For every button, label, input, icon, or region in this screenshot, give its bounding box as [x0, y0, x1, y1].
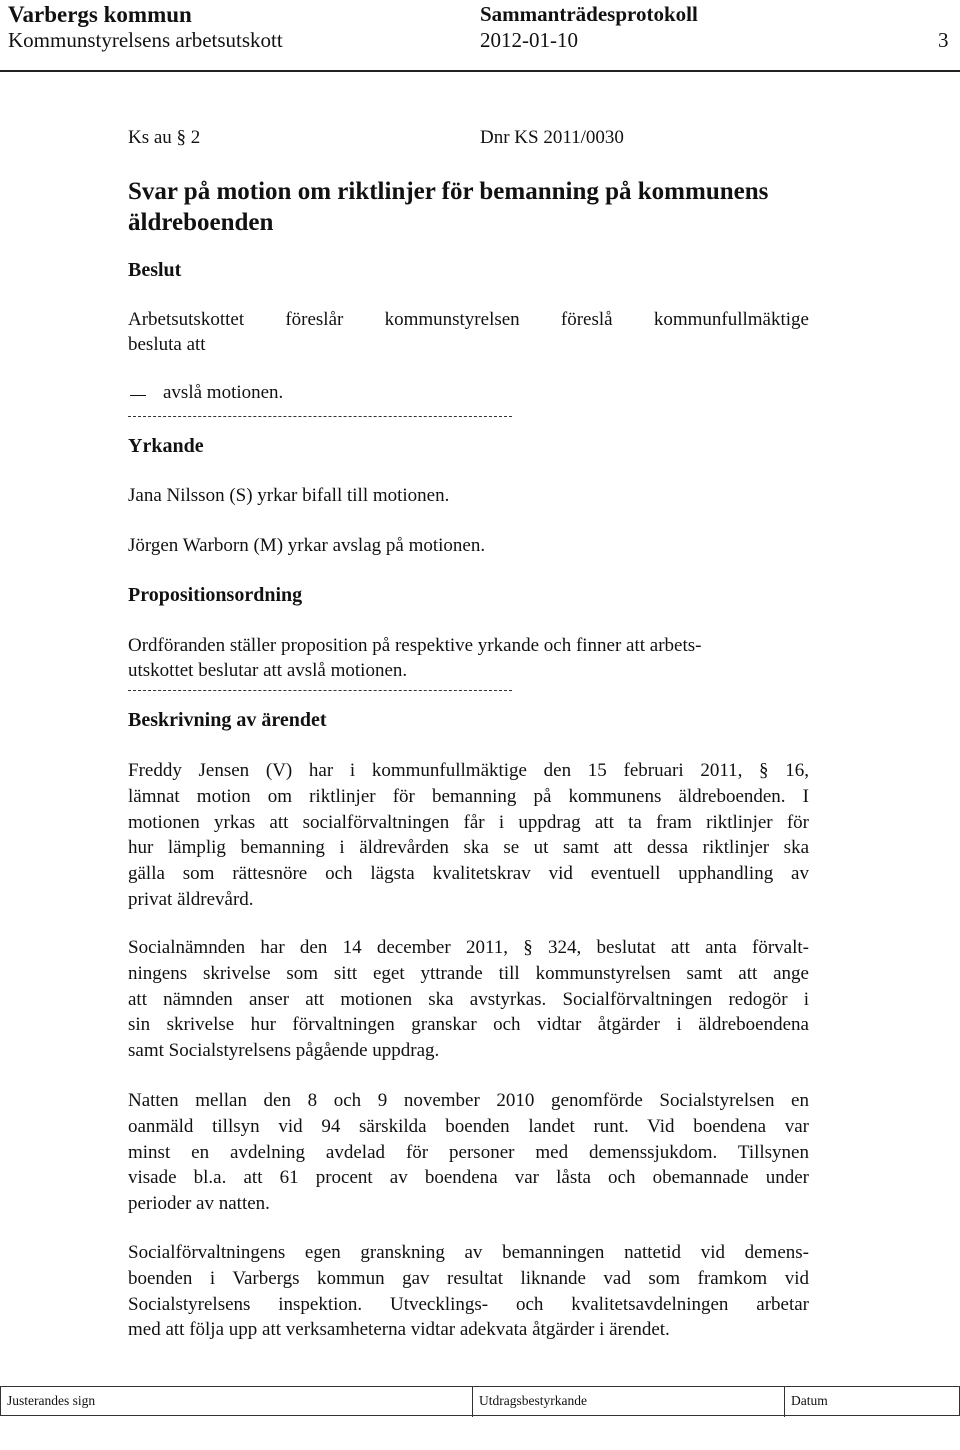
document-title	[128, 176, 828, 238]
text-line: privat äldrevård.	[128, 888, 254, 910]
text-line: Socialstyrelsens inspektion. Utvecklings- och kvalitetsavdelningen arbetar	[128, 1293, 809, 1315]
text-line: Freddy Jensen (V) har i kommunfullmäktige den 15 februari 2011, § 16,	[128, 760, 809, 781]
paragraph-3	[128, 1088, 809, 1217]
text-line: Socialnämnden har den 14 december 2011, § 324, beslutat att anta förvalt-	[128, 937, 809, 958]
paragraph-number: Ks au § 2	[128, 127, 201, 148]
proposition-line: Ordföranden ställer proposition på respektive yrkande och finner att arbets-	[128, 635, 702, 656]
text-line: lämnat motion om riktlinjer för bemanning på kommunens äldreboenden. I	[128, 785, 809, 807]
text-line: med att följa upp att verksamheterna vidtar adekvata åtgärder i ärendet.	[128, 1319, 670, 1341]
beskrivning-heading: Beskrivning av ärendet	[128, 709, 327, 731]
text-line: att nämnden anser att motionen ska avstyrkas. Socialförvaltningen redogör i	[128, 988, 809, 1010]
paragraph-4	[128, 1240, 809, 1343]
beslut-word: kommunfullmäktige	[653, 309, 809, 330]
footer-extract-label: Utdragsbestyrkande	[479, 1393, 587, 1408]
org-name: Varbergs kommun	[8, 2, 192, 27]
text-line: samt Socialstyrelsens pågående uppdrag.	[128, 1040, 440, 1062]
footer-extract-cell	[473, 1387, 785, 1417]
beslut-word: Arbetsutskottet	[128, 309, 245, 330]
proposition-line: utskottet beslutar att avslå motionen.	[128, 660, 408, 681]
paragraph-2	[128, 935, 809, 1064]
text-line: Natten mellan den 8 och 9 november 2010 genomförde Socialstyrelsen en	[128, 1090, 809, 1111]
text-line: boenden i Varbergs kommun gav resultat liknande vad som framkom vid	[128, 1267, 809, 1289]
dashed-separator	[128, 690, 512, 691]
page-number: 3	[938, 28, 949, 52]
text-line: sin skrivelse hur förvaltningen granskar och vidtar åtgärder i äldreboendena	[128, 1014, 809, 1036]
text-line: Socialförvaltningens egen granskning av bemanningen nattetid vid demens-	[128, 1242, 809, 1263]
dashed-separator	[128, 416, 512, 417]
text-line: gälla som rättesnöre och lägsta kvalitetskrav vid eventuell upphandling av	[128, 863, 809, 885]
beslut-line-1	[128, 307, 809, 333]
text-line: hur lämplig bemanning i äldrevården ska se ut samt att dessa riktlinjer ska	[128, 837, 809, 859]
title-text: Svar på motion om riktlinjer för bemanning på kommunens äldreboenden	[128, 178, 769, 236]
beslut-word: föreslå	[560, 309, 613, 330]
text-line: oanmäld tillsyn vid 94 särskilda boenden landet runt. Vid boendena var	[128, 1115, 809, 1137]
beslut-word: föreslår	[285, 309, 344, 330]
text-line: motionen yrkas att socialförvaltningen får i uppdrag att ta fram riktlinjer för	[128, 811, 809, 833]
beslut-item: avslå motionen.	[163, 382, 284, 403]
text-line: ningens skrivelse som sitt eget yttrande till kommunstyrelsen samt att ange	[128, 962, 809, 984]
text-line: visade bl.a. att 61 procent av boendena var låsta och obemannade under	[128, 1167, 809, 1189]
yrkande-item: Jörgen Warborn (M) yrkar avslag på motionen.	[128, 535, 486, 556]
meeting-date: 2012-01-10	[480, 28, 578, 52]
footer-sign-cell	[1, 1387, 473, 1417]
footer-date-label: Datum	[791, 1393, 828, 1408]
beslut-line-2: besluta att	[128, 334, 206, 355]
footer-date-cell	[785, 1387, 959, 1417]
paragraph-1	[128, 758, 809, 913]
text-line: perioder av natten.	[128, 1193, 270, 1215]
committee-name: Kommunstyrelsens arbetsutskott	[8, 28, 283, 52]
signature-footer	[0, 1386, 960, 1416]
document-type: Sammanträdesprotokoll	[480, 2, 698, 26]
yrkande-heading: Yrkande	[128, 435, 204, 457]
beslut-heading: Beslut	[128, 259, 182, 281]
yrkande-item: Jana Nilsson (S) yrkar bifall till motionen.	[128, 485, 450, 506]
dash-bullet	[130, 395, 146, 396]
beslut-word: kommunstyrelsen	[384, 309, 520, 330]
header-rule	[0, 70, 960, 72]
propositionsordning-heading: Propositionsordning	[128, 584, 303, 606]
text-line: minst en avdelning avdelad för personer med demenssjukdom. Tillsynen	[128, 1141, 809, 1163]
footer-sign-label: Justerandes sign	[7, 1393, 96, 1408]
case-number: Dnr KS 2011/0030	[480, 127, 624, 148]
